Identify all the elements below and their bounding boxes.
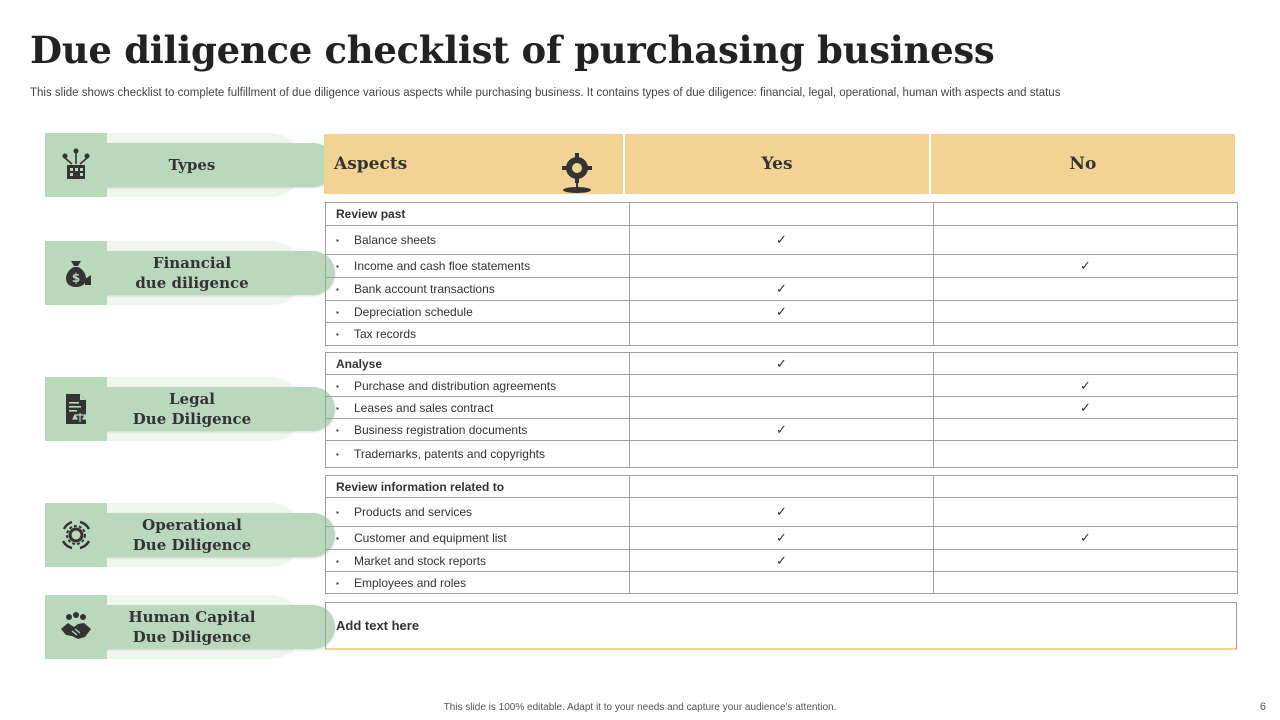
table-row	[326, 527, 1238, 550]
bullet-icon: ▪	[336, 330, 339, 340]
bullet-icon: ▪	[336, 236, 339, 246]
table-row	[326, 301, 1238, 323]
no-cell	[934, 323, 1238, 346]
yes-cell: ✓	[630, 419, 934, 441]
bullet-icon: ▪	[336, 556, 339, 566]
no-cell	[934, 203, 1238, 226]
aspect-cell: ▪ Business registration documents	[326, 419, 630, 441]
type-item-types[interactable]	[45, 133, 303, 197]
yes-cell: ✓	[630, 498, 934, 527]
gear-icon	[554, 152, 600, 194]
bullet-icon: ▪	[336, 450, 339, 460]
table-row	[326, 498, 1238, 527]
table-row	[326, 572, 1238, 594]
yes-cell	[630, 323, 934, 346]
type-label: Financial due diligence	[135, 254, 249, 292]
yes-cell: ✓	[630, 353, 934, 375]
section-label: Review information related to	[326, 476, 630, 498]
building-network-icon	[45, 133, 107, 197]
page-subtitle: This slide shows checklist to complete fulfillment of due diligence various aspects while purchasing business. It contains types of due diligence: financial, legal, operational, human with aspects and status	[30, 87, 1061, 99]
table-row	[326, 375, 1238, 397]
bullet-icon: ▪	[336, 307, 339, 317]
type-item-operational[interactable]	[45, 503, 303, 567]
bullet-icon: ▪	[336, 425, 339, 435]
table-row	[326, 323, 1238, 346]
no-cell	[934, 301, 1238, 323]
no-cell	[934, 419, 1238, 441]
section-review-past	[325, 202, 1238, 346]
yes-cell	[630, 375, 934, 397]
yes-cell: ✓	[630, 550, 934, 572]
aspect-cell: ▪ Market and stock reports	[326, 550, 630, 572]
gear-cycle-icon	[45, 503, 107, 567]
money-bag-icon	[45, 241, 107, 305]
yes-cell	[630, 441, 934, 468]
no-cell	[934, 353, 1238, 375]
svg-text:$: $	[71, 271, 81, 285]
section-label-row	[326, 353, 1238, 375]
no-cell	[934, 498, 1238, 527]
type-label: Types	[168, 156, 216, 174]
page-number: 6	[1259, 701, 1266, 713]
aspect-cell: ▪ Employees and roles	[326, 572, 630, 594]
section-label-row	[326, 476, 1238, 498]
page-title: Due diligence checklist of purchasing business	[30, 28, 995, 72]
bullet-icon: ▪	[336, 534, 339, 544]
yes-cell	[630, 397, 934, 419]
no-cell: ✓	[934, 255, 1238, 278]
handshake-icon	[45, 595, 107, 659]
aspect-cell: ▪ Purchase and distribution agreements	[326, 375, 630, 397]
aspect-cell: ▪ Trademarks, patents and copyrights	[326, 441, 630, 468]
footer-note: This slide is 100% editable. Adapt it to your needs and capture your audience's attention.	[443, 702, 837, 713]
no-cell	[934, 278, 1238, 301]
no-cell: ✓	[934, 397, 1238, 419]
type-item-human-capital[interactable]	[45, 595, 303, 659]
type-item-legal[interactable]	[45, 377, 303, 441]
type-label: Human Capital Due Diligence	[128, 608, 256, 646]
no-cell	[934, 226, 1238, 255]
no-cell	[934, 476, 1238, 498]
table-row	[326, 397, 1238, 419]
aspect-cell: ▪ Products and services	[326, 498, 630, 527]
table-row	[326, 419, 1238, 441]
bullet-icon: ▪	[336, 262, 339, 272]
aspect-cell: ▪ Depreciation schedule	[326, 301, 630, 323]
section-label: Review past	[326, 203, 630, 226]
type-label: Operational Due Diligence	[132, 516, 252, 554]
no-cell	[934, 550, 1238, 572]
no-cell	[934, 572, 1238, 594]
bullet-icon: ▪	[336, 381, 339, 391]
section-analyse	[325, 352, 1238, 468]
yes-cell: ✓	[630, 527, 934, 550]
aspect-cell: ▪ Bank account transactions	[326, 278, 630, 301]
bullet-icon: ▪	[336, 508, 339, 518]
aspect-cell: ▪ Income and cash floe statements	[326, 255, 630, 278]
table-row	[326, 226, 1238, 255]
yes-cell: ✓	[630, 301, 934, 323]
type-label: Legal Due Diligence	[132, 390, 252, 428]
aspect-cell: ▪ Leases and sales contract	[326, 397, 630, 419]
yes-cell	[630, 572, 934, 594]
bullet-icon: ▪	[336, 285, 339, 295]
aspect-cell: ▪ Balance sheets	[326, 226, 630, 255]
table-header	[324, 134, 1235, 194]
aspect-cell: ▪ Tax records	[326, 323, 630, 346]
section-label-row	[326, 203, 1238, 226]
header-yes: Yes	[625, 134, 930, 194]
no-cell: ✓	[934, 375, 1238, 397]
type-item-financial[interactable]	[45, 241, 303, 305]
header-no: No	[1069, 154, 1097, 174]
aspect-cell: ▪ Customer and equipment list	[326, 527, 630, 550]
legal-document-icon	[45, 377, 107, 441]
no-cell	[934, 441, 1238, 468]
yes-cell: ✓	[630, 278, 934, 301]
table-row	[326, 255, 1238, 278]
no-cell: ✓	[934, 527, 1238, 550]
bullet-icon: ▪	[336, 403, 339, 413]
yes-cell	[630, 476, 934, 498]
header-aspects: Aspects	[324, 134, 625, 194]
section-review-information	[325, 475, 1238, 594]
yes-cell: ✓	[630, 226, 934, 255]
table-row	[326, 278, 1238, 301]
yes-cell	[630, 203, 934, 226]
add-text-box[interactable]: Add text here	[325, 602, 1237, 650]
yes-cell	[630, 255, 934, 278]
bullet-icon: ▪	[336, 578, 339, 588]
table-row	[326, 550, 1238, 572]
table-row	[326, 441, 1238, 468]
section-label: Analyse	[326, 353, 630, 375]
